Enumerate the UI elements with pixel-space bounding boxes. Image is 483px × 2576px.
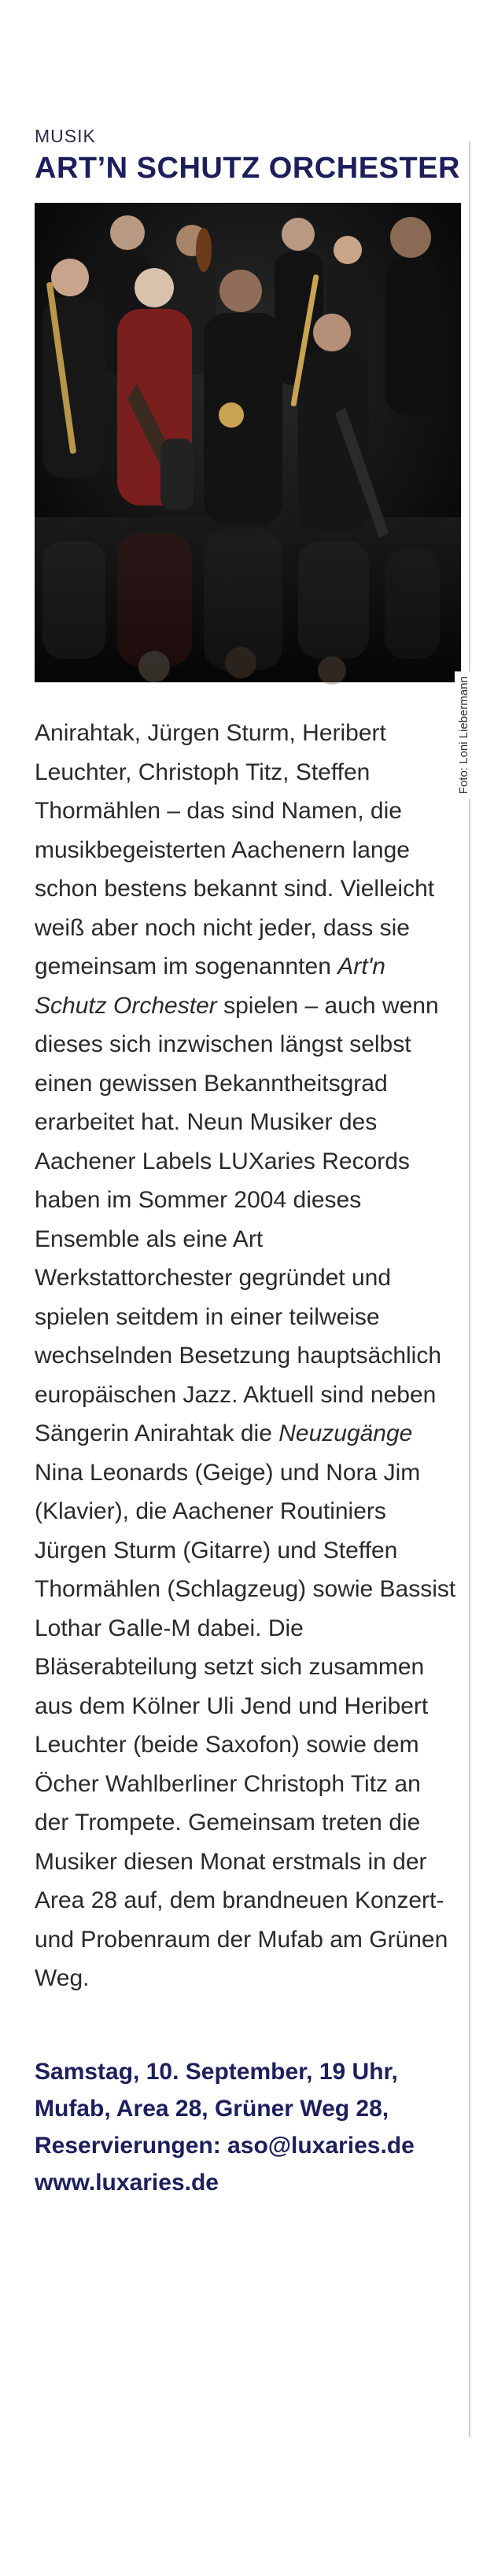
article xyxy=(31,126,470,2201)
article-body xyxy=(35,714,458,1998)
event-venue: Mufab, Area 28, Grüner Weg 28, xyxy=(35,2095,389,2122)
article-title: ART’N SCHUTZ ORCHESTER xyxy=(35,152,460,185)
event-info xyxy=(35,2053,458,2201)
column-rule xyxy=(469,141,470,2437)
photo-credit: Foto: Loni Liebermann xyxy=(455,671,473,799)
body-emphasis-1: Art'n Schutz Orchester xyxy=(35,954,385,1019)
event-reservation: Reservierungen: aso@luxaries.de xyxy=(35,2132,415,2159)
event-date: Samstag, 10. September, 19 Uhr, xyxy=(35,2058,398,2085)
band-photo-illustration xyxy=(35,203,461,682)
band-photo xyxy=(35,203,470,795)
body-emphasis-2: Neuzugänge xyxy=(278,1420,413,1446)
body-text-1: Anirahtak, Jürgen Sturm, Heribert Leuchter, Christoph Titz, Steffen Thormählen – das sind Namen, die musikbegeisterten Aachenern lange schon bestens bekannt sind. Vielleicht weiß aber noch nicht jeder, dass sie gemeinsam im sogenannten xyxy=(35,720,435,979)
event-website: www.luxaries.de xyxy=(35,2169,219,2196)
body-text-2: spielen – auch wenn dieses sich inzwischen längst selbst einen gewissen Bekanntheitsgrad erarbeitet hat. Neun Musiker des Aachener Labels LUXaries Records haben im Sommer 2004 dieses Ensemble als eine Art Werkstattorchester gegründet und spielen seitdem in einer teilweise wechselnden Besetzung hauptsächlich europäischen Jazz. Aktuell sind neben Sängerin Anirahtak die xyxy=(35,992,442,1446)
body-text-3: Nina Leonards (Geige) und Nora Jim (Klavier), die Aachener Routiniers Jürgen Sturm (Gitarre) und Steffen Thormählen (Schlagzeug) sowie Bassist Lothar Galle-M dabei. Die Bläserabteilung setzt sich zusammen aus dem Kölner Uli Jend und Heribert Leuchter (beide Saxofon) sowie dem Öcher Wahlberliner Christoph Titz an der Trompete. Gemeinsam treten die Musiker diesen Monat erstmals in der Area 28 auf, dem brandneuen Konzert- und Probenraum der Mufab am Grünen Weg. xyxy=(35,1459,456,1991)
category-label: MUSIK xyxy=(35,126,96,146)
